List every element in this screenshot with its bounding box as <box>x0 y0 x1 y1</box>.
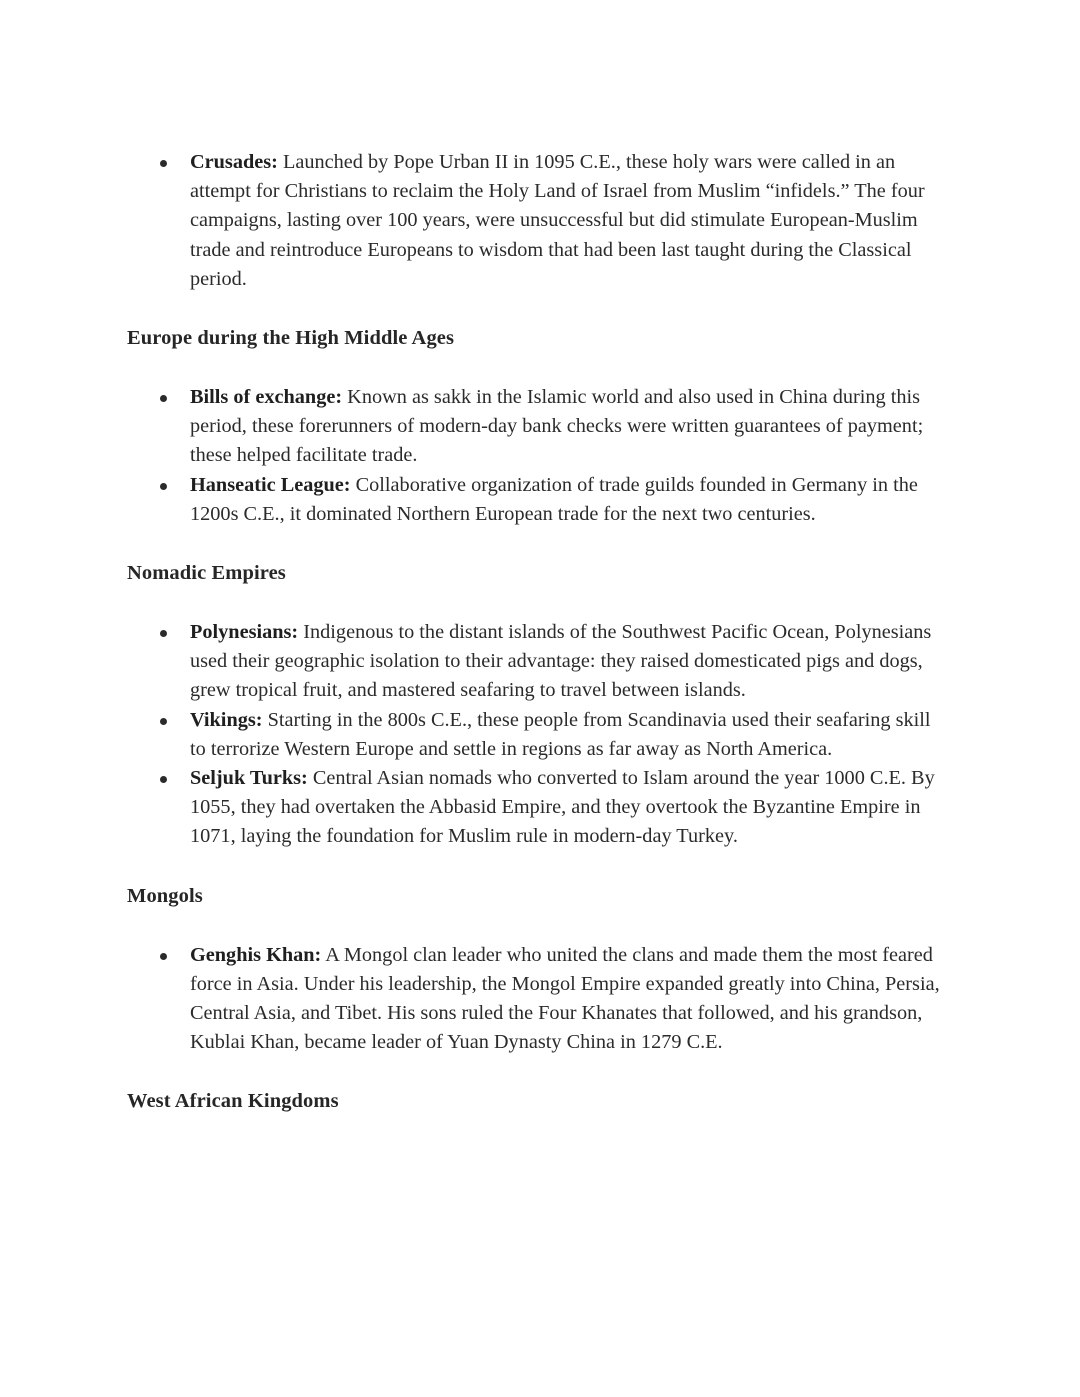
term-definition: Indigenous to the distant islands of the Southwest Pacific Ocean, Polynesians used their geographic isolation to their advantage: they raised domesticated pigs and dogs, grew tropical fruit, and mastered seafaring to travel between islands. <box>190 621 932 702</box>
term-label: Crusades: <box>190 151 278 173</box>
list-item <box>127 383 949 471</box>
document-section <box>127 324 949 529</box>
term-definition: Launched by Pope Urban II in 1095 C.E., these holy wars were called in an attempt for Christians to reclaim the Holy Land of Israel from Muslim “infidels.” The four campaigns, lasting over 100 years, were unsuccessful but did stimulate European-Muslim trade and reintroduce Europeans to wisdom that had been last taught during the Classical period. <box>190 151 925 290</box>
document-content <box>127 148 949 1116</box>
document-section <box>127 148 949 294</box>
term-label: Seljuk Turks: <box>190 767 308 790</box>
term-list <box>127 148 949 294</box>
list-item <box>127 941 949 1058</box>
term-definition: Collaborative organization of trade guilds founded in Germany in the 1200s C.E., it dominated Northern European trade for the next two centuries. <box>190 473 918 525</box>
list-item <box>127 471 949 529</box>
document-section <box>127 1087 949 1116</box>
term-label: Bills of exchange: <box>190 386 343 409</box>
term-label: Vikings: <box>190 708 263 731</box>
document-section <box>127 559 949 852</box>
list-item <box>127 148 949 294</box>
list-item <box>127 764 949 852</box>
list-item <box>127 706 949 764</box>
term-label: Genghis Khan: <box>190 943 322 966</box>
section-heading: Europe during the High Middle Ages <box>127 327 455 350</box>
term-label: Polynesians: <box>190 621 299 644</box>
term-definition: Central Asian nomads who converted to Islam around the year 1000 C.E. By 1055, they had overtaken the Abbasid Empire, and they overtook the Byzantine Empire in 1071, laying the foundation for Muslim rule in modern-day Turkey. <box>190 767 935 848</box>
term-list <box>127 618 949 852</box>
section-heading: West African Kingdoms <box>127 1090 339 1113</box>
section-heading: Nomadic Empires <box>127 562 286 585</box>
term-list <box>127 383 949 529</box>
term-definition: Starting in the 800s C.E., these people from Scandinavia used their seafaring skill to terrorize Western Europe and settle in regions as far away as North America. <box>190 708 931 760</box>
document-section <box>127 882 949 1058</box>
term-list <box>127 941 949 1058</box>
term-label: Hanseatic League: <box>190 473 351 496</box>
term-definition: Known as sakk in the Islamic world and also used in China during this period, these forerunners of modern-day bank checks were written guarantees of payment; these helped facilitate trade. <box>190 386 924 467</box>
section-heading: Mongols <box>127 884 203 907</box>
term-definition: A Mongol clan leader who united the clans and made them the most feared force in Asia. Under his leadership, the Mongol Empire expanded greatly into China, Persia, Central Asia, and Tibet. His sons ruled the Four Khanates that followed, and his grandson, Kublai Khan, became leader of Yuan Dynasty China in 1279 C.E. <box>190 943 940 1054</box>
list-item <box>127 618 949 706</box>
